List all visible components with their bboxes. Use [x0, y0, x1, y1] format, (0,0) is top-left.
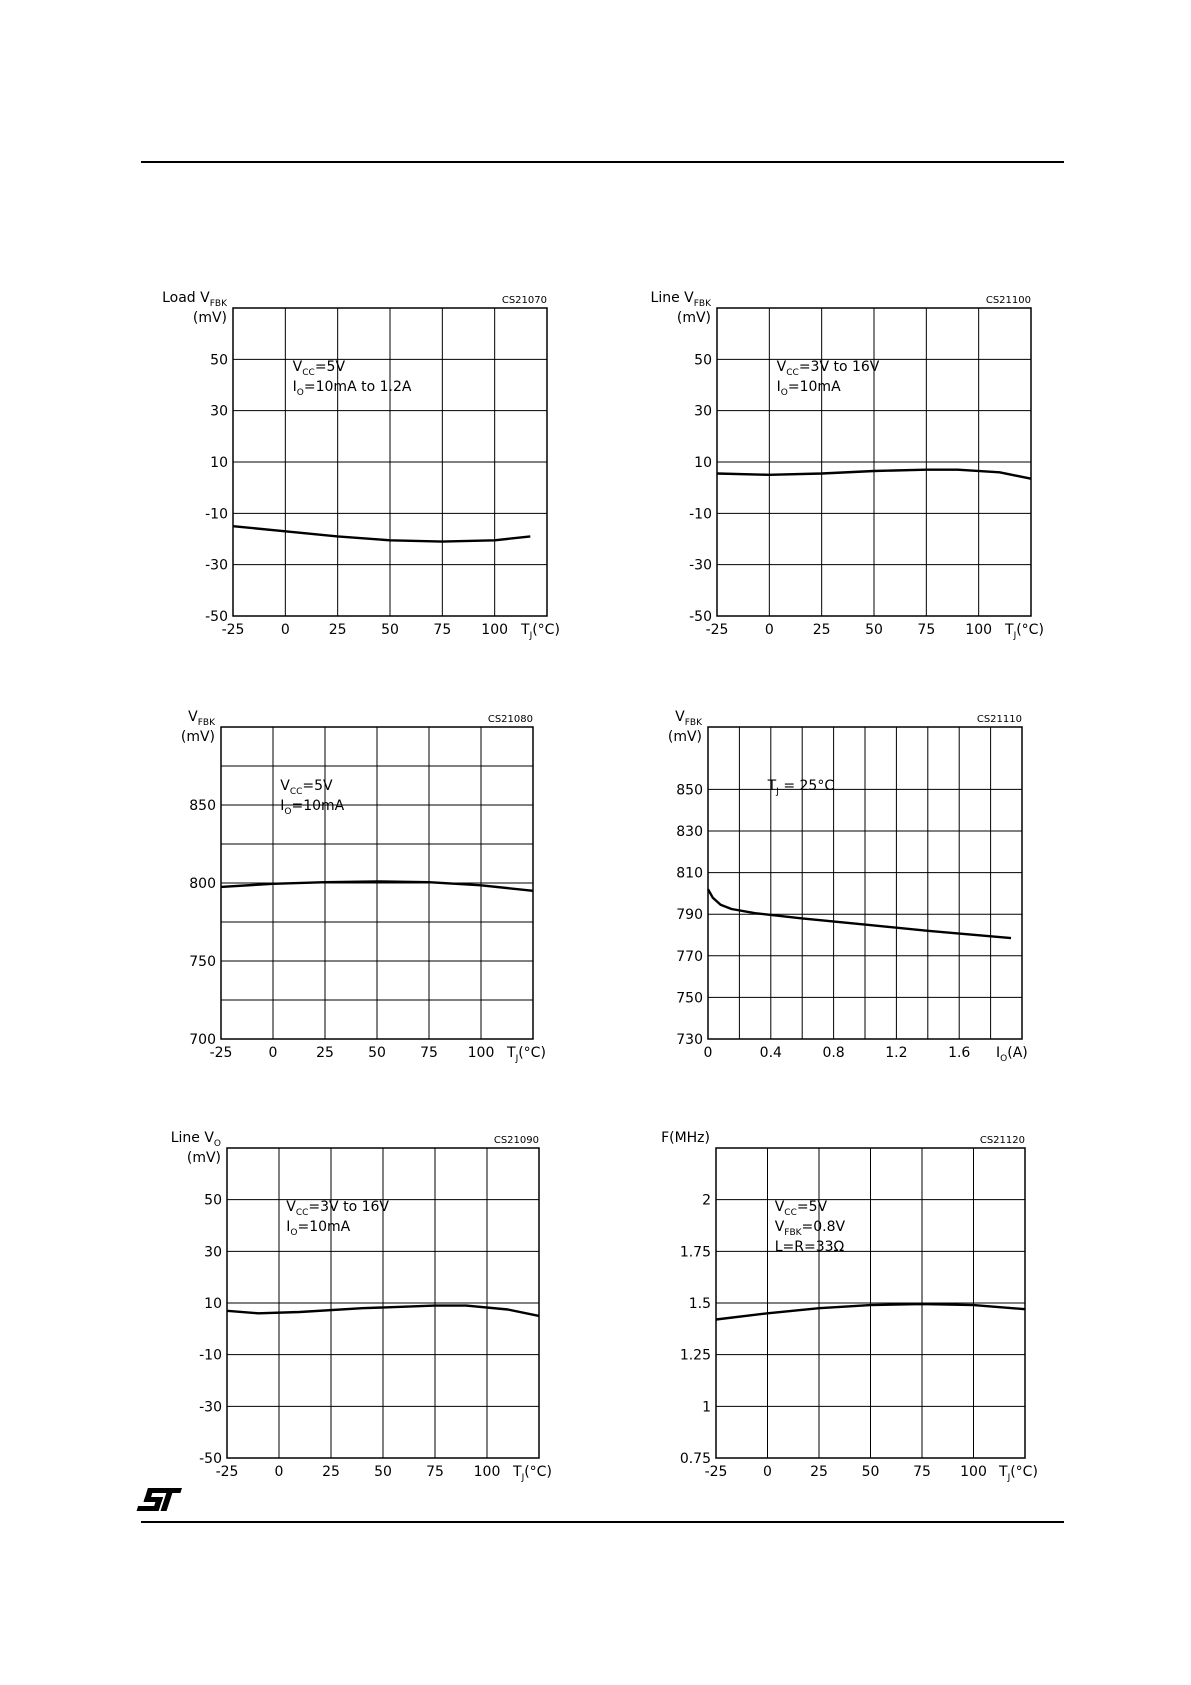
condition-annotation [775, 1199, 828, 1218]
condition-annotation-part: =10mA [291, 798, 345, 814]
y-tick-label: -30 [205, 557, 228, 574]
x-tick-label: 25 [812, 622, 831, 638]
x-axis-unit-part: J [1007, 1473, 1011, 1483]
condition-annotation-part: V [774, 1219, 785, 1235]
y-axis-label-part: FBK [693, 299, 711, 309]
y-axis-label [162, 290, 228, 309]
x-axis-unit-part: O [1000, 1054, 1008, 1064]
condition-annotation-part: =10mA [787, 379, 841, 395]
x-tick-label: 100 [467, 1045, 495, 1061]
figure-code: CS21080 [487, 714, 533, 725]
y-tick-label: -30 [689, 557, 712, 574]
x-tick-label: 75 [917, 622, 936, 638]
y-tick-label: 1 [702, 1399, 711, 1416]
y-axis-label [677, 310, 711, 326]
x-axis-unit [512, 1464, 552, 1483]
x-tick-label: 50 [374, 1464, 392, 1480]
x-axis-unit [996, 1045, 1028, 1064]
condition-annotation-part: V [280, 778, 290, 794]
x-axis-unit-part: I [996, 1045, 1001, 1061]
x-tick-label: 75 [433, 622, 452, 638]
x-axis-unit-part: J [1013, 631, 1017, 641]
y-axis-label-part: (mV) [676, 310, 711, 326]
x-axis-unit [520, 622, 560, 641]
y-axis-label-part: (mV) [186, 1150, 221, 1166]
condition-annotation [286, 1199, 389, 1218]
condition-annotation-part: J [776, 787, 779, 797]
y-tick-label: 10 [210, 455, 228, 471]
x-tick-label: 25 [328, 622, 347, 638]
x-tick-label: 0 [268, 1045, 278, 1061]
condition-annotation-part: FBK [784, 1228, 802, 1238]
condition-annotation-part: V [286, 1199, 296, 1215]
x-tick-label: 0 [280, 622, 290, 638]
x-tick-label: -25 [209, 1045, 233, 1061]
y-tick-label: -50 [689, 609, 712, 625]
y-tick-label: 10 [694, 455, 712, 471]
st-logo [137, 1488, 182, 1511]
y-axis-label-part: (mV) [180, 729, 215, 745]
y-tick-label: 770 [676, 948, 703, 965]
condition-annotation-part: =5V [302, 778, 333, 794]
x-tick-label: 50 [381, 622, 399, 638]
y-tick-label: 30 [204, 1244, 222, 1261]
y-axis-label-part: O [213, 1139, 221, 1149]
condition-annotation-part: =10mA to 1.2A [303, 379, 412, 395]
x-tick-label: 100 [481, 622, 509, 638]
y-tick-label: -50 [205, 609, 228, 625]
condition-annotation-part: CC [786, 368, 799, 378]
condition-annotation-part: V [776, 359, 787, 375]
y-axis-label-part: V [675, 709, 685, 725]
figure-code: CS21100 [985, 295, 1031, 306]
x-tick-label: 50 [861, 1464, 880, 1480]
x-tick-label: 25 [316, 1045, 334, 1061]
x-tick-label: 0.4 [759, 1045, 782, 1061]
y-axis-label [181, 729, 215, 745]
chart-CS21090 [171, 1130, 552, 1483]
series-line [233, 526, 530, 541]
x-axis-unit-part: (°C) [518, 1045, 546, 1061]
y-axis-label-part: FBK [209, 299, 227, 309]
chart-CS21080 [181, 709, 546, 1064]
x-tick-label: 0.8 [822, 1045, 845, 1061]
x-tick-label: 100 [960, 1464, 987, 1480]
y-axis-label-part: FBK [197, 718, 215, 728]
condition-annotation-part: =10mA [297, 1219, 351, 1235]
x-axis-unit-part: (°C) [1010, 1464, 1038, 1480]
y-tick-label: 750 [189, 954, 216, 970]
x-axis-unit-part: T [507, 1045, 516, 1061]
condition-annotation-part: =5V [314, 359, 346, 375]
x-tick-label: 0 [274, 1464, 284, 1480]
figure-code: CS21110 [976, 714, 1022, 725]
y-tick-label: 790 [676, 907, 703, 924]
x-tick-label: 1.2 [885, 1045, 908, 1061]
condition-annotation [775, 1219, 846, 1238]
x-axis-unit-part: T [1005, 622, 1014, 638]
y-axis-label [193, 310, 227, 326]
x-tick-label: 50 [865, 622, 883, 638]
x-tick-label: 100 [473, 1464, 501, 1480]
x-axis-unit-part: (A) [1007, 1045, 1028, 1061]
chart-CS21110 [668, 709, 1028, 1064]
chart-CS21120 [661, 1130, 1038, 1483]
y-axis-label-part: FBK [684, 718, 702, 728]
x-axis-unit [506, 1045, 546, 1064]
condition-annotation-part: V [292, 359, 303, 375]
x-tick-label: 0 [703, 1045, 713, 1061]
y-tick-label: 850 [676, 782, 703, 799]
x-tick-label: 0 [764, 622, 774, 638]
y-axis-label-part: Load V [162, 290, 210, 306]
x-axis-unit-part: J [529, 631, 533, 641]
x-axis-unit [998, 1464, 1038, 1483]
condition-annotation-part: O [296, 388, 304, 398]
x-tick-label: -25 [704, 1464, 728, 1480]
x-tick-label: 100 [965, 622, 993, 638]
x-axis-unit-part: (°C) [532, 622, 560, 638]
y-axis-label [187, 1150, 221, 1166]
y-tick-label: -10 [689, 506, 712, 523]
x-axis-unit-part: J [515, 1054, 519, 1064]
y-tick-label: 750 [676, 990, 703, 1007]
x-axis-unit-part: (°C) [1016, 622, 1044, 638]
x-tick-label: 75 [420, 1045, 438, 1061]
y-tick-label: 30 [210, 403, 228, 420]
condition-annotation-part: =3V to 16V [308, 1199, 389, 1215]
y-axis-label [651, 290, 713, 309]
x-tick-label: 50 [368, 1045, 386, 1061]
condition-annotation-part: I [776, 379, 781, 395]
y-tick-label: 30 [694, 403, 712, 420]
y-tick-label: -50 [199, 1451, 222, 1467]
figure-code: CS21120 [979, 1135, 1025, 1146]
y-tick-label: 50 [694, 352, 712, 369]
condition-annotation-part: V [774, 1199, 785, 1215]
x-axis-unit-part: (°C) [524, 1464, 552, 1480]
condition-annotation [293, 379, 412, 398]
y-axis-label [668, 729, 702, 745]
condition-annotation [280, 798, 344, 817]
condition-annotation-part: O [284, 807, 292, 817]
y-axis-label-part: (mV) [667, 729, 702, 745]
y-tick-label: 1.5 [688, 1296, 711, 1312]
y-tick-label: -30 [199, 1399, 222, 1416]
condition-annotation-part: CC [295, 1208, 309, 1218]
chart-CS21070 [162, 290, 560, 641]
x-tick-label: -25 [221, 622, 245, 638]
condition-annotation-part: =5V [796, 1199, 828, 1215]
x-tick-label: -25 [215, 1464, 239, 1480]
y-tick-label: -10 [199, 1347, 222, 1364]
condition-annotation-part: CC [302, 368, 315, 378]
y-tick-label: 1.75 [679, 1244, 711, 1261]
figure-code: CS21090 [493, 1135, 539, 1146]
y-tick-label: 850 [189, 798, 216, 814]
y-axis-label [675, 709, 703, 728]
y-tick-label: 830 [676, 824, 703, 840]
condition-annotation-part: CC [289, 787, 303, 797]
series-line [708, 889, 1011, 938]
y-axis-label-part: Line V [650, 290, 694, 306]
x-axis-unit-part: T [999, 1464, 1008, 1480]
x-axis-unit-part: J [521, 1473, 525, 1483]
condition-annotation-part: L=R=33Ω [774, 1239, 845, 1255]
y-axis-label-part: (mV) [192, 310, 227, 326]
figure-code: CS21070 [501, 295, 547, 306]
condition-annotation [777, 379, 841, 398]
chart-CS21100 [651, 290, 1044, 641]
condition-annotation-part: O [290, 1228, 298, 1238]
condition-annotation [767, 778, 835, 797]
condition-annotation-part: =3V to 16V [798, 359, 880, 375]
x-axis-unit-part: T [513, 1464, 522, 1480]
x-axis-unit [1004, 622, 1044, 641]
condition-annotation-part: =0.8V [801, 1219, 846, 1235]
condition-annotation [286, 1219, 350, 1238]
x-tick-label: -25 [705, 622, 729, 638]
x-tick-label: 1.6 [948, 1045, 971, 1061]
y-tick-label: 0.75 [679, 1451, 711, 1467]
y-tick-label: 2 [702, 1192, 711, 1209]
condition-annotation-part: T [767, 778, 777, 794]
y-axis-label [171, 1130, 221, 1149]
x-axis-unit-part: T [521, 622, 530, 638]
condition-annotation-part: O [780, 388, 788, 398]
condition-annotation-part: I [292, 379, 297, 395]
condition-annotation-part: I [286, 1219, 291, 1235]
y-tick-label: 800 [189, 876, 216, 892]
y-axis-label [661, 1130, 710, 1146]
condition-annotation-part: CC [784, 1208, 797, 1218]
y-tick-label: 730 [676, 1032, 703, 1048]
y-tick-label: 1.25 [679, 1347, 711, 1364]
condition-annotation [777, 359, 880, 378]
y-axis-label [188, 709, 216, 728]
x-tick-label: 0 [763, 1464, 772, 1480]
x-tick-label: 75 [913, 1464, 931, 1480]
condition-annotation-part: I [280, 798, 285, 814]
x-tick-label: 25 [322, 1464, 340, 1480]
condition-annotation [775, 1239, 845, 1255]
y-axis-label-part: Line V [170, 1130, 214, 1146]
condition-annotation-part: = 25°C [778, 778, 835, 794]
y-tick-label: 700 [189, 1032, 216, 1048]
y-axis-label-part: F(MHz) [661, 1130, 710, 1146]
y-tick-label: 50 [204, 1192, 222, 1209]
x-tick-label: 25 [810, 1464, 828, 1480]
y-tick-label: 810 [676, 865, 703, 882]
x-tick-label: 75 [426, 1464, 444, 1480]
y-axis-label-part: V [188, 709, 198, 725]
y-tick-label: 50 [210, 352, 228, 369]
y-tick-label: 10 [204, 1296, 222, 1312]
y-tick-label: -10 [205, 506, 228, 523]
